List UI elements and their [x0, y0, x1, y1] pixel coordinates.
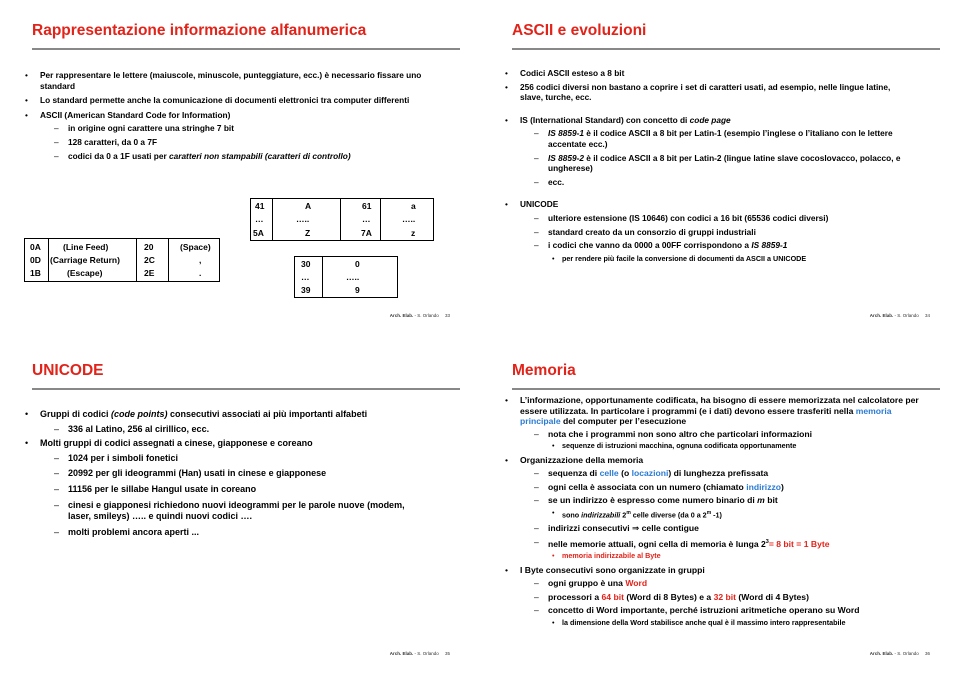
title-divider — [32, 388, 460, 390]
sub-item-highlight: 64 bit — [601, 591, 624, 602]
slide-ascii-evolutions — [480, 0, 960, 339]
slide-footer — [870, 651, 930, 656]
sub-item: – 1024 per i simboli fonetici — [22, 453, 412, 465]
sub-item — [502, 523, 932, 534]
table-cell: Z — [305, 228, 311, 238]
sub-sub-text: 2 — [620, 509, 627, 519]
table-cell: 0A — [30, 242, 41, 252]
sub-sub-italic: indirizzabili — [581, 509, 621, 519]
title-divider — [512, 48, 940, 50]
sub-item — [502, 495, 932, 506]
footer-author: - S. Orlando — [893, 651, 919, 656]
table-cell: 30 — [301, 259, 311, 269]
exponent: m — [626, 509, 631, 516]
sub-item-text: ) — [781, 481, 784, 492]
table-cell: 9 — [355, 285, 360, 295]
table-cell: 0 — [355, 259, 360, 269]
footer-course: Arch. Elab. — [869, 651, 894, 656]
footer-author: - S. Orlando — [893, 313, 919, 318]
table-divider — [168, 238, 169, 282]
sub-sub-item: • per rendere più facile la conversione di documenti da ASCII a UNICODE — [502, 254, 912, 265]
table-cell: 5A — [253, 228, 264, 238]
sub-item-text: bit — [764, 495, 778, 505]
title-divider — [512, 388, 940, 390]
table-cell: 61 — [362, 201, 372, 211]
exponent: 3 — [765, 538, 769, 545]
sub-item: – cinesi e giapponesi richiedono nuovi ideogrammi per le parole nuove (modem, laser, smileys) ….. e quindi nuovi codici …. — [22, 500, 412, 523]
sub-sub-item: • la dimensione della Word stabilisce anche qual è il massimo intero rappresentabile — [502, 618, 932, 629]
slide-footer — [870, 313, 930, 318]
sub-item — [502, 578, 932, 589]
title-divider — [32, 48, 460, 50]
table-cell: (Carriage Return) — [50, 255, 120, 265]
sub-item-highlight: locazioni — [631, 468, 669, 478]
footer-author: - S. Orlando — [413, 651, 439, 656]
sub-item-text: processori a — [548, 591, 602, 602]
table-cell: ….. — [296, 214, 310, 224]
sub-item-highlight: Word — [625, 578, 648, 589]
sub-item-italic: IS 8859-1 — [751, 240, 788, 251]
bullet-list — [22, 70, 422, 161]
bullet-item — [502, 395, 932, 427]
table-cell: (Line Feed) — [63, 242, 109, 252]
sub-sub-text: celle diverse (da 0 a 2 — [630, 509, 707, 519]
bullet-item: • UNICODE — [502, 199, 912, 210]
sub-item-italic: m — [757, 495, 765, 505]
sub-item: – standard creato da un consorzio di gruppi industriali — [502, 227, 912, 238]
bullet-italic: code page — [689, 114, 731, 125]
slide-ascii-representation — [0, 0, 480, 339]
bullet-text: consecutivi associati ai più importanti alfabeti — [167, 409, 368, 419]
table-divider — [136, 238, 137, 282]
table-cell: … — [301, 272, 310, 282]
sub-item-text: celle contigue — [639, 523, 699, 534]
table-divider — [380, 198, 381, 241]
sub-item-text: indirizzi consecutivi — [548, 523, 633, 534]
sub-item: – concetto di Word importante, perché istruzioni aritmetiche operano su Word — [502, 605, 932, 616]
bullet-list — [22, 409, 412, 538]
sub-sub-text: -1) — [711, 509, 722, 519]
footer-author: - S. Orlando — [413, 313, 439, 318]
table-cell: 39 — [301, 285, 311, 295]
page-number: 36 — [924, 651, 930, 656]
table-cell: 20 — [144, 242, 154, 252]
slide-footer — [390, 651, 450, 656]
table-cell: (Space) — [180, 242, 211, 252]
table-cell: 41 — [255, 201, 265, 211]
table-cell: … — [362, 214, 371, 224]
table-cell: 2C — [144, 255, 155, 265]
table-cell: 1B — [30, 268, 41, 278]
footer-course: Arch. Elab. — [869, 313, 894, 318]
slide-memoria — [480, 340, 960, 679]
sub-item: – ulteriore estensione (IS 10646) con codici a 16 bit (65536 codici diversi) — [502, 213, 912, 224]
sub-item — [502, 592, 932, 603]
sub-item-text: ogni cella è associata con un numero (chiamato — [548, 481, 747, 492]
sub-item-highlight: celle — [599, 468, 619, 478]
slide-title: UNICODE — [32, 362, 104, 379]
sub-item: – 128 caratteri, da 0 a 7F — [22, 137, 422, 148]
sub-item-text: nelle memorie attuali, ogni cella di memoria è lunga 2 — [548, 538, 766, 549]
slide-title: ASCII e evoluzioni — [512, 22, 647, 39]
slide-title: Memoria — [512, 362, 576, 379]
sub-item: – 20992 per gli ideogrammi (Han) usati in cinese e giapponese — [22, 468, 412, 480]
page-number: 35 — [444, 651, 450, 656]
sub-item — [502, 128, 912, 149]
bullet-text: Gruppi di codici — [40, 409, 112, 419]
sub-item-text: sequenza di — [548, 468, 600, 478]
sub-item: – nota che i programmi non sono altro che particolari informazioni — [502, 429, 932, 440]
bullet-item: • I Byte consecutivi sono organizzate in gruppi — [502, 565, 932, 576]
sub-item-text: è il codice ASCII a 8 bit per Latin-1 (esempio l’inglese o l’italiano con le lettere accentate ecc.) — [548, 128, 893, 149]
sub-sub-item — [502, 508, 932, 521]
footer-course: Arch. Elab. — [389, 313, 414, 318]
sub-item: – ecc. — [502, 177, 912, 188]
sub-item-text: se un indirizzo è espresso come numero binario di — [548, 495, 758, 505]
slide-title: Rappresentazione informazione alfanumerica — [32, 22, 367, 39]
sub-item-highlight: 32 bit — [713, 591, 737, 602]
sub-item-italic: IS 8859-2 — [548, 152, 584, 163]
sub-sub-text: sono — [562, 509, 582, 519]
bullet-text: IS (International Standard) con concetto di — [520, 114, 690, 125]
bullet-italic: (code points) — [111, 409, 168, 419]
table-cell: 2E — [144, 268, 155, 278]
sub-item-text: (Word di 4 Bytes) — [736, 591, 809, 602]
table-cell: 0D — [30, 255, 41, 265]
sub-item: – 336 al Latino, 256 al cirillico, ecc. — [22, 424, 412, 436]
bullet-item: • Organizzazione della memoria — [502, 455, 932, 466]
bullet-list — [502, 68, 912, 264]
sub-item-highlight: indirizzo — [746, 481, 782, 492]
sub-item — [502, 537, 932, 549]
sub-item — [22, 151, 422, 162]
sub-item — [502, 482, 932, 493]
sub-item-text: ) di lunghezza prefissata — [668, 468, 769, 478]
sub-item: – 11156 per le sillabe Hangul usate in coreano — [22, 484, 412, 496]
bullet-item — [22, 409, 412, 421]
arrow-icon: ⇒ — [632, 523, 640, 534]
page-number: 34 — [924, 313, 930, 318]
sub-item-text: (Word di 8 Bytes) e a — [623, 591, 714, 602]
bullet-item — [502, 115, 912, 126]
table-divider — [322, 256, 323, 298]
table-divider — [272, 198, 273, 241]
sub-item: – in origine ogni carattere una stringhe 7 bit — [22, 123, 422, 134]
bullet-item: • Codici ASCII esteso a 8 bit — [502, 68, 912, 79]
sub-item: – molti problemi ancora aperti ... — [22, 527, 412, 539]
sub-item — [502, 153, 912, 174]
table-cell: ….. — [346, 272, 360, 282]
exponent: m — [706, 509, 712, 516]
sub-sub-item: • sequenze di istruzioni macchina, ognuna codificata opportunamente — [502, 441, 932, 452]
bullet-list — [502, 395, 932, 628]
sub-item-text: è il codice ASCII a 8 bit per Latin-2 (lingue latine slave cocoslovacco, polacco, e ungherese) — [548, 152, 901, 174]
table-cell: z — [411, 228, 416, 238]
bullet-highlight: memoria principale — [520, 405, 892, 426]
table-cell: … — [255, 214, 264, 224]
bullet-item: • ASCII (American Standard Code for Information) — [22, 110, 422, 121]
table-cell: a — [411, 201, 416, 211]
sub-item-text: codici da 0 a 1F usati per — [68, 150, 169, 161]
bullet-text: del computer per l’esecuzione — [560, 416, 687, 426]
bullet-item: • Molti gruppi di codici assegnati a cinese, giapponese e coreano — [22, 438, 412, 450]
slide-unicode — [0, 340, 480, 679]
table-cell: (Escape) — [67, 268, 103, 278]
sub-item-highlight: = 8 bit = 1 Byte — [768, 538, 830, 549]
bullet-item: • Lo standard permette anche la comunicazione di documenti elettronici tra computer differenti — [22, 95, 422, 106]
table-cell: ….. — [402, 214, 416, 224]
sub-item-text: ogni gruppo è una — [548, 578, 626, 589]
footer-course: Arch. Elab. — [389, 651, 414, 656]
bullet-text: L’informazione, opportunamente codificata, ha bisogno di essere memorizzata nel calcolatore per essere utilizzata. In particolare i programmi (e i dati) devono essere trasferiti nella — [520, 395, 919, 416]
table-cell: . — [199, 268, 202, 278]
sub-item-italic: IS 8859-1 — [548, 128, 584, 139]
sub-item-text: (o — [618, 468, 632, 478]
table-cell: A — [305, 201, 312, 211]
bullet-item: • 256 codici diversi non bastano a coprire i set di caratteri usati, ad esempio, nelle lingue latine, slave, turche, ecc. — [502, 82, 912, 103]
table-divider — [48, 238, 49, 282]
slide-footer — [390, 313, 450, 318]
sub-item-italic: caratteri non stampabili (caratteri di controllo) — [168, 150, 351, 161]
table-divider — [340, 198, 341, 241]
page-number: 33 — [444, 313, 450, 318]
sub-item — [502, 240, 912, 251]
table-cell: , — [199, 255, 202, 265]
table-cell: 7A — [361, 228, 372, 238]
sub-item-text: i codici che vanno da 0000 a 00FF corrispondono a — [548, 240, 752, 251]
bullet-item: • Per rappresentare le lettere (maiuscole, minuscole, punteggiature, ecc.) è necessario fissare uno standard — [22, 70, 422, 91]
sub-item — [502, 468, 932, 479]
sub-sub-item: • memoria indirizzabile al Byte — [502, 551, 932, 562]
